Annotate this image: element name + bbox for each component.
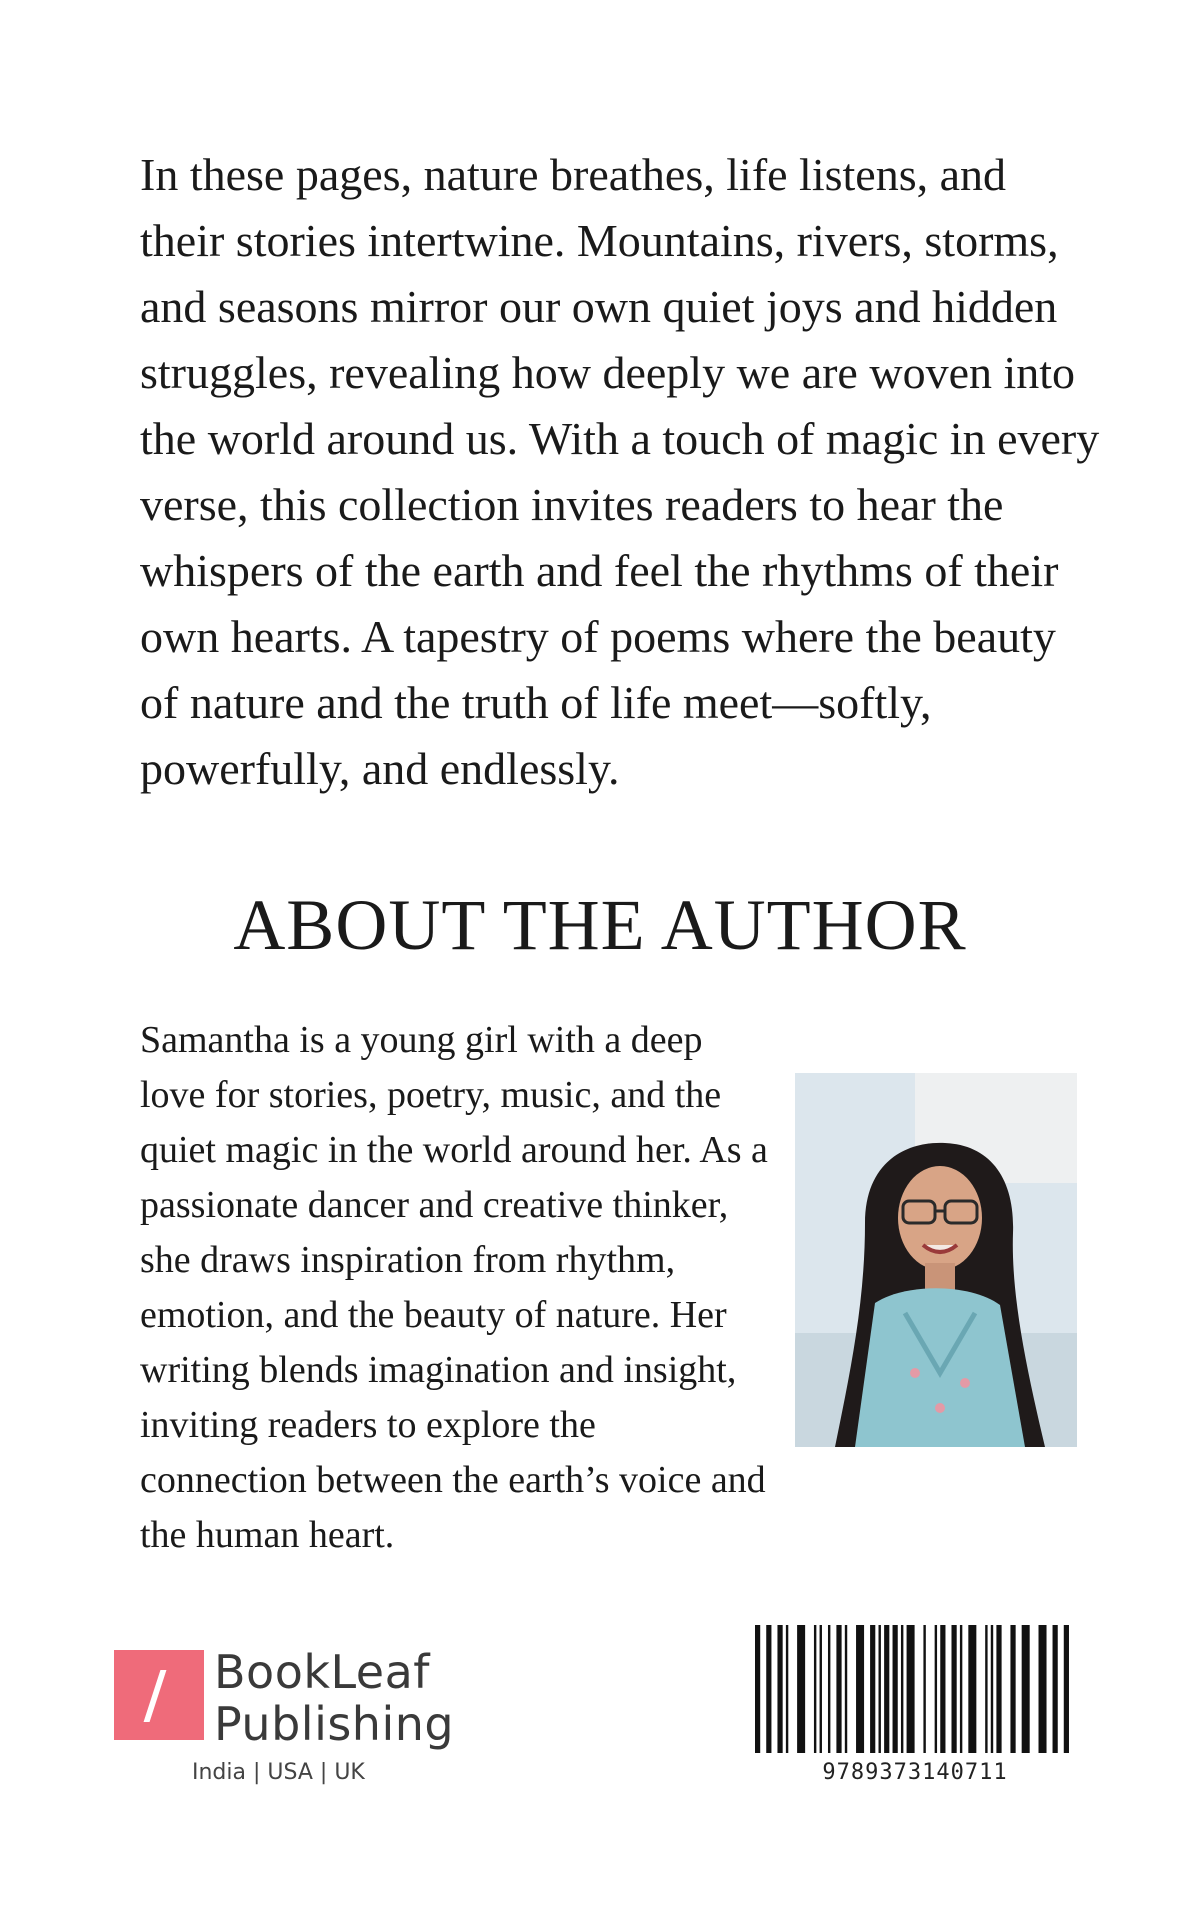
barcode-bar [828, 1625, 830, 1753]
barcode-bar [777, 1625, 782, 1753]
barcode-bar [951, 1625, 956, 1753]
barcode-bar [797, 1625, 805, 1753]
barcode-bar [845, 1625, 847, 1753]
barcode-bar [1064, 1625, 1069, 1753]
barcode-bar [1022, 1625, 1030, 1753]
isbn-number: 9789373140711 [822, 1760, 1008, 1785]
barcode-bar [1010, 1625, 1015, 1753]
barcode-bar [814, 1625, 816, 1753]
barcode-bar [940, 1625, 945, 1753]
publisher-name-line2: Publishing [214, 1697, 455, 1751]
barcode-bar [766, 1625, 771, 1753]
barcode-bar [836, 1625, 841, 1753]
barcode-bar [879, 1625, 881, 1753]
isbn-barcode [755, 1625, 1075, 1753]
barcode-bar [996, 1625, 1001, 1753]
barcode-bar [991, 1625, 993, 1753]
publisher-logo-icon [114, 1650, 204, 1740]
barcode-bar [907, 1625, 915, 1753]
slash-icon [144, 1670, 167, 1722]
barcode-bar [935, 1625, 937, 1753]
barcode-bar [901, 1625, 903, 1753]
barcode-bar [985, 1625, 987, 1753]
barcode-bar [960, 1625, 962, 1753]
barcode-bar [820, 1625, 822, 1753]
barcode-bar [884, 1625, 889, 1753]
barcode-bar [755, 1625, 760, 1753]
author-photo [795, 1073, 1077, 1447]
barcode-bar [923, 1625, 925, 1753]
back-cover-blurb: In these pages, nature breathes, life listens, and their stories intertwine. Mountains, rivers, storms, and seasons mirror our own quiet joys and hidden struggles, revealing how deeply we are woven into the world around us. With a touch of magic in every verse, this collection invites readers to hear the whispers of the earth and feel the rhythms of their own hearts. A tapestry of poems where the beauty of nature and the truth of life meet—softly, powerfully, and endlessly. [140, 149, 1100, 794]
publisher-regions: India | USA | UK [192, 1760, 365, 1785]
barcode-bar [1039, 1625, 1047, 1753]
barcode-bar [893, 1625, 898, 1753]
barcode-bar [968, 1625, 976, 1753]
barcode-bar [786, 1625, 788, 1753]
barcode-bar [856, 1625, 864, 1753]
about-author-heading: ABOUT THE AUTHOR [233, 885, 967, 965]
barcode-bar [870, 1625, 875, 1753]
publisher-name [214, 1646, 454, 1750]
barcode-bar [1053, 1625, 1058, 1753]
author-bio: Samantha is a young girl with a deep love for stories, poetry, music, and the quiet magic in the world around her. As a passionate dancer and creative thinker, she draws inspiration from rhythm, emotion, and the beauty of nature. Her writing blends imagination and insight, inviting readers to explore the connection between the earth’s voice and the human heart. [140, 1019, 768, 1556]
publisher-name-line1: BookLeaf [214, 1645, 430, 1699]
